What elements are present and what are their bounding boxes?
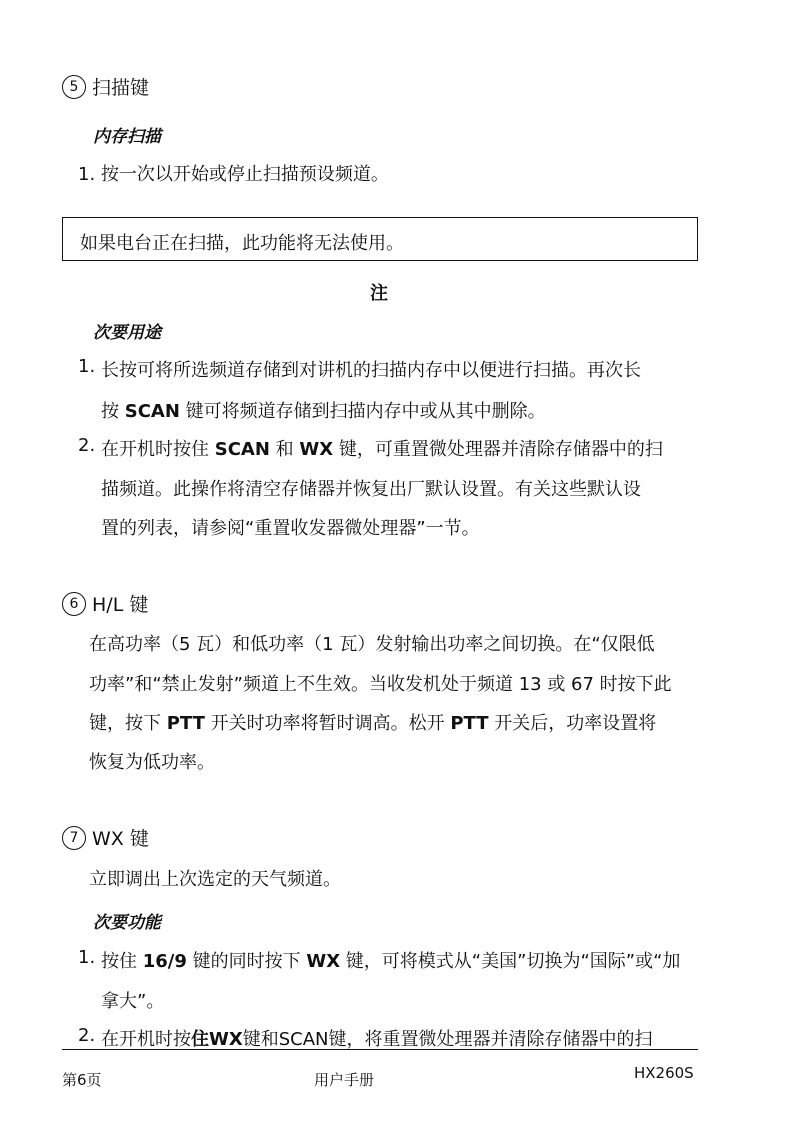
- list-item-line: 置的列表，请参阅“重置收发器微处理器”一节。: [101, 518, 480, 539]
- footer-divider: [62, 1049, 698, 1050]
- list-item-line: 按住 16/9 键的同时按下 WX 键，可将模式从“美国”切换为“国际”或“加: [101, 951, 681, 972]
- section-5-heading: [62, 73, 149, 100]
- paragraph-line: 功率”和“禁止发射”频道上不生效。当收发机处于频道 13 或 67 时按下此: [89, 674, 672, 695]
- circled-number: 5: [62, 75, 86, 99]
- subheading-secondary-use: 次要用途: [93, 323, 161, 343]
- list-item: 1. 按一次以开始或停止扫描预设频道。: [78, 164, 389, 185]
- note-title: 注: [370, 283, 388, 304]
- paragraph-line: 恢复为低功率。: [89, 752, 215, 773]
- circled-number: 6: [62, 592, 86, 616]
- paragraph-line: 键，按下 PTT 开关时功率将暂时调高。松开 PTT 开关后，功率设置将: [89, 713, 657, 734]
- list-item-number: 2.: [78, 435, 96, 456]
- section-title: 扫描键: [92, 77, 150, 99]
- footer-model: HX260S: [634, 1064, 694, 1082]
- list-item-line: 按 SCAN 键可将频道存储到扫描内存中或从其中删除。: [101, 401, 546, 422]
- subheading-memory-scan: 内存扫描: [93, 127, 161, 147]
- list-item-line: 描频道。此操作将清空存储器并恢复出厂默认设置。有关这些默认设: [101, 479, 641, 500]
- circled-number: 7: [62, 826, 86, 850]
- note-box: [62, 217, 698, 261]
- list-item-number: 1.: [78, 356, 96, 377]
- list-item-line: 拿大”。: [101, 991, 165, 1012]
- list-item-line: 在开机时按住 SCAN 和 WX 键，可重置微处理器并清除存储器中的扫: [101, 439, 663, 460]
- paragraph-line: 立即调出上次选定的天气频道。: [89, 869, 341, 890]
- footer-title: 用户手册: [314, 1071, 375, 1089]
- section-title: H/L 键: [92, 594, 149, 616]
- list-item-line: 长按可将所选频道存储到对讲机的扫描内存中以便进行扫描。再次长: [101, 360, 641, 381]
- list-item-line: 在开机时按住WX键和SCAN键，将重置微处理器并清除存储器中的扫: [101, 1029, 653, 1050]
- list-item-number: 1.: [78, 947, 96, 968]
- section-6-heading: [62, 590, 148, 617]
- section-7-heading: [62, 824, 149, 851]
- footer-page-number: 第6页: [62, 1071, 102, 1089]
- note-text: 如果电台正在扫描，此功能将无法使用。: [80, 233, 404, 254]
- paragraph-line: 在高功率（5 瓦）和低功率（1 瓦）发射输出功率之间切换。在“仅限低: [89, 634, 655, 655]
- section-title: WX 键: [92, 828, 149, 850]
- list-item-number: 2.: [78, 1025, 96, 1046]
- subheading-secondary-function: 次要功能: [93, 913, 161, 933]
